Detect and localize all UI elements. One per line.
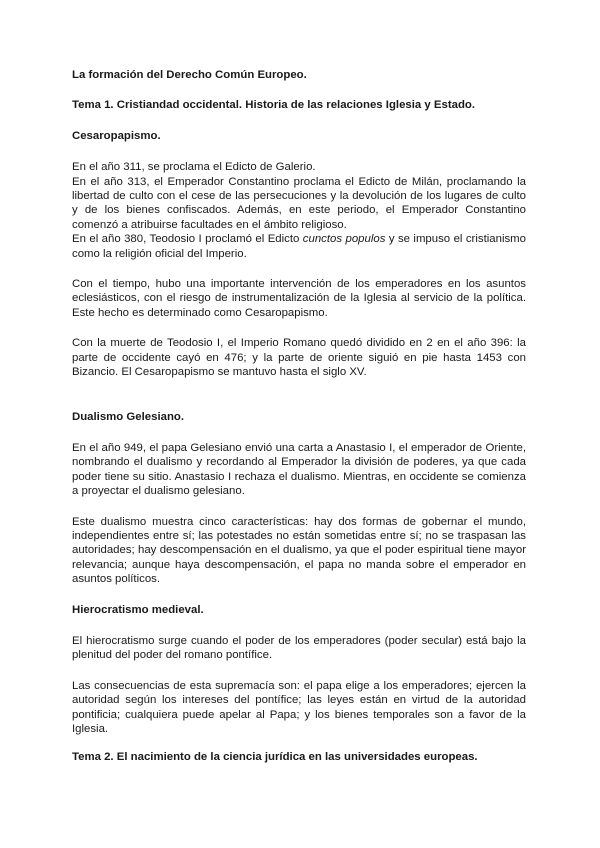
cesaropapismo-p1: En el año 311, se proclama el Edicto de Galerio. — [72, 161, 316, 174]
hierocratismo-p2: Las consecuencias de esta supremacía son: el papa elige a los emperadores; ejercen la autoridad según los intereses del pontífice; las leyes están en virtud de la autoridad pontificia; cualquiera puede apelar al Papa; y los bienes temporales son a favor de la Iglesia. — [72, 679, 526, 735]
dualismo-p2: Este dualismo muestra cinco características: hay dos formas de gobernar el mundo, independientes entre sí; las potestades no están sometidas entre sí; no se traspasan las autoridades; hay descompensación en el dualismo, ya que el poder espiritual tiene mayor relevancia; aunque haya descompensación, el papa no manda sobre el emperador en asuntos políticos. — [72, 515, 526, 586]
cesaropapismo-p4: Con el tiempo, hubo una importante intervención de los emperadores en los asuntos eclesiásticos, con el riesgo de instrumentalización de la Iglesia al servicio de la política. Este hecho es determinado como Cesaropapismo. — [72, 278, 526, 319]
tema1-title: Tema 1. Cristiandad occidental. Historia de las relaciones Iglesia y Estado. — [72, 99, 476, 112]
dualismo-p1: En el año 949, el papa Gelesiano envió una carta a Anastasio I, el emperador de Oriente, nombrando el dualismo y recordando al Emperador la división de poderes, ya que cada poder tiene su sitio. Anastasio I rechaza el dualismo. Mientras, en occidente se comienza a proyectar el dualismo gelesiano. — [72, 441, 526, 498]
cesaropapismo-p2: En el año 313, el Emperador Constantino proclama el Edicto de Milán, proclamando la libertad de culto con el cese de las persecuciones y la devolución de los lugares de culto y de los bienes confiscados. Además, en este periodo, el Emperador Constantino comenzó a atribuirse facultades en el ámbito religioso. — [72, 175, 526, 231]
dualismo-heading: Dualismo Gelesiano. — [72, 410, 185, 423]
cesaropapismo-p3-after: y se impuso el cristianismo como la religión oficial del Imperio. — [72, 233, 526, 260]
tema2-title: Tema 2. El nacimiento de la ciencia jurídica en las universidades europeas. — [72, 751, 478, 764]
cesaropapismo-block — [72, 160, 526, 261]
cesaropapismo-p5: Con la muerte de Teodosio I, el Imperio Romano quedó dividido en 2 en el año 396: la parte de occidente cayó en 476; y la parte de oriente siguió en pie hasta 1453 con Bizancio. El Cesaropapismo se mantuvo hasta el siglo XV. — [72, 337, 526, 379]
cesaropapismo-p3-before: En el año 380, Teodosio I proclamó el Edicto — [72, 233, 303, 246]
cesaropapismo-heading: Cesaropapismo. — [72, 129, 161, 142]
hierocratismo-p1: El hierocratismo surge cuando el poder de los emperadores (poder secular) está bajo la plenitud del poder del romano pontífice. — [72, 634, 526, 662]
cesaropapismo-p3 — [72, 232, 526, 261]
cunctos-populos-italic: cunctos populos — [302, 233, 386, 246]
document-title: La formación del Derecho Común Europeo. — [72, 69, 307, 81]
hierocratismo-heading: Hierocratismo medieval. — [72, 603, 204, 616]
document-page — [72, 68, 526, 765]
